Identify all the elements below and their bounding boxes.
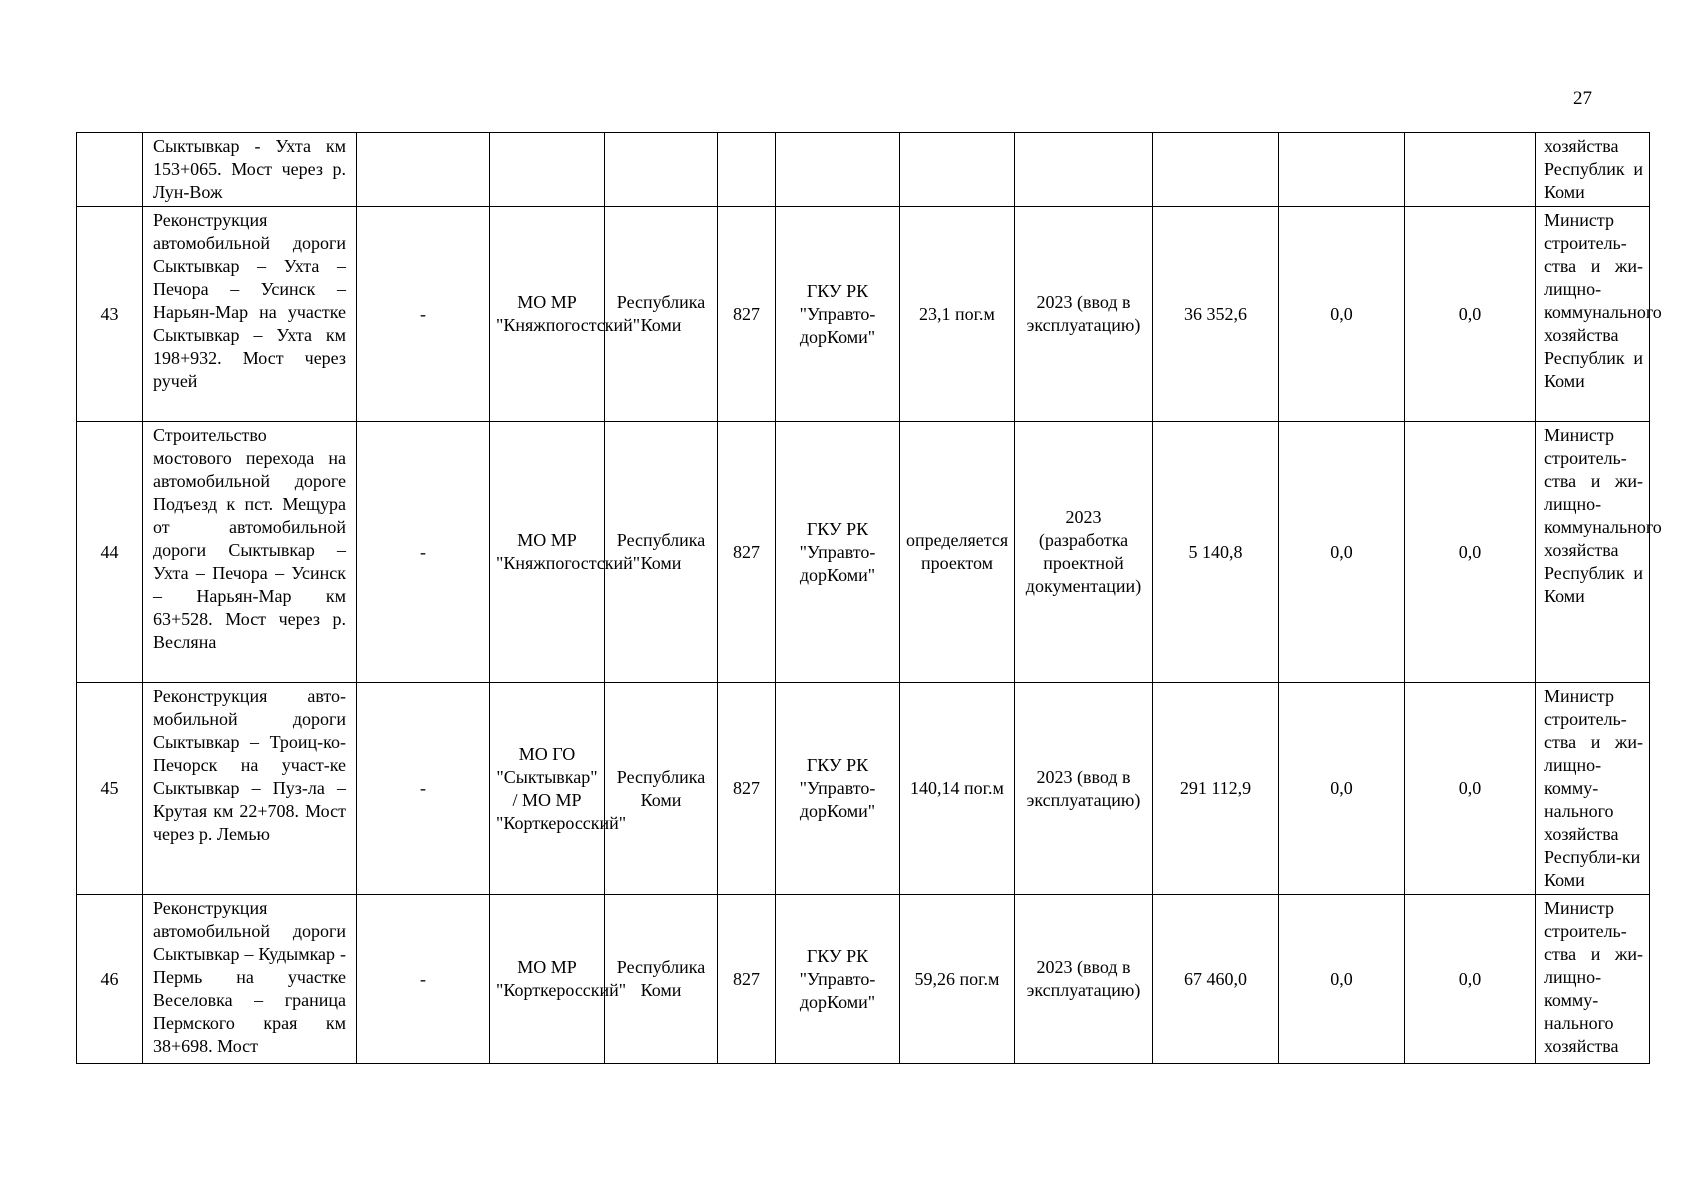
subject: Республика Коми [605, 683, 718, 895]
row-number: 44 [77, 422, 143, 683]
municipality: МО МР "Княжпогостский" [490, 422, 605, 683]
object-name: Сыктывкар - Ухта км 153+065. Мост через р. Лун-Вож [143, 133, 357, 207]
col-3-value: - [357, 207, 490, 422]
value-2: 0,0 [1405, 422, 1536, 683]
responsible: Министр строитель-ства и жи-лищно-коммунального хозяйства Республик и Коми [1536, 422, 1650, 683]
customer [776, 133, 900, 207]
col-3-value: - [357, 422, 490, 683]
col-3-value [357, 133, 490, 207]
capacity [900, 133, 1015, 207]
municipality: МО ГО "Сыктывкар" / МО МР "Корткеросский" [490, 683, 605, 895]
value-1: 0,0 [1279, 895, 1405, 1064]
term: 2023 (ввод в эксплуатацию) [1015, 207, 1153, 422]
sum: 36 352,6 [1153, 207, 1279, 422]
value-2: 0,0 [1405, 895, 1536, 1064]
value-2: 0,0 [1405, 207, 1536, 422]
table-row [77, 422, 1650, 683]
value-1: 0,0 [1279, 422, 1405, 683]
responsible: хозяйства Республик и Коми [1536, 133, 1650, 207]
capacity: 140,14 пог.м [900, 683, 1015, 895]
responsible: Министр строитель-ства и жи-лищно-коммунального хозяйства Республик и Коми [1536, 207, 1650, 422]
capacity: 23,1 пог.м [900, 207, 1015, 422]
municipality: МО МР "Корткеросский" [490, 895, 605, 1064]
capacity: 59,26 пог.м [900, 895, 1015, 1064]
object-name: Реконструкция автомобильной дороги Сыктывкар – Кудымкар - Пермь на участке Веселовка – граница Пермского края км 38+698. Мост [143, 895, 357, 1064]
capacity: определяется проектом [900, 422, 1015, 683]
row-number: 46 [77, 895, 143, 1064]
value-1: 0,0 [1279, 683, 1405, 895]
value-1 [1279, 133, 1405, 207]
term: 2023 (разработка проектной документации) [1015, 422, 1153, 683]
municipality: МО МР "Княжпогостский" [490, 207, 605, 422]
customer: ГКУ РК "Управто-дорКоми" [776, 683, 900, 895]
object-name: Строительство мостового перехода на автомобильной дороге Подъезд к пст. Мещура от автомобильной дороги Сыктывкар – Ухта – Печора – Усинск – Нарьян-Мар км 63+528. Мост через р. Весляна [143, 422, 357, 683]
subject: Республика Коми [605, 895, 718, 1064]
object-name: Реконструкция автомобильной дороги Сыктывкар – Ухта – Печора – Усинск – Нарьян-Мар на участке Сыктывкар – Ухта км 198+932. Мост через ручей [143, 207, 357, 422]
value-2 [1405, 133, 1536, 207]
value-2: 0,0 [1405, 683, 1536, 895]
table-row [77, 133, 1650, 207]
objects-table [76, 132, 1662, 1064]
responsible: Министр строитель-ства и жи-лищно-комму-нального хозяйства Республи-ки Коми [1536, 683, 1650, 895]
code: 827 [718, 895, 776, 1064]
municipality [490, 133, 605, 207]
object-name: Реконструкция авто-мобильной дороги Сыктывкар – Троиц-ко-Печорск на участ-ке Сыктывкар – Пуз-ла – Крутая км 22+708. Мост через р. Лемью [143, 683, 357, 895]
sum: 5 140,8 [1153, 422, 1279, 683]
subject [605, 133, 718, 207]
col-3-value: - [357, 683, 490, 895]
code: 827 [718, 207, 776, 422]
customer: ГКУ РК "Управто-дорКоми" [776, 422, 900, 683]
sum [1153, 133, 1279, 207]
subject: Республика Коми [605, 422, 718, 683]
sum: 291 112,9 [1153, 683, 1279, 895]
customer: ГКУ РК "Управто-дорКоми" [776, 207, 900, 422]
table-row [77, 895, 1650, 1064]
row-number: 43 [77, 207, 143, 422]
sum: 67 460,0 [1153, 895, 1279, 1064]
code [718, 133, 776, 207]
responsible: Министр строитель-ства и жи-лищно-комму-нального хозяйства [1536, 895, 1650, 1064]
col-3-value: - [357, 895, 490, 1064]
page-number: 27 [1573, 88, 1592, 109]
row-number [77, 133, 143, 207]
term: 2023 (ввод в эксплуатацию) [1015, 895, 1153, 1064]
term: 2023 (ввод в эксплуатацию) [1015, 683, 1153, 895]
value-1: 0,0 [1279, 207, 1405, 422]
subject: Республика Коми [605, 207, 718, 422]
customer: ГКУ РК "Управто-дорКоми" [776, 895, 900, 1064]
code: 827 [718, 683, 776, 895]
term [1015, 133, 1153, 207]
code: 827 [718, 422, 776, 683]
table-row [77, 683, 1650, 895]
table-row [77, 207, 1650, 422]
row-number: 45 [77, 683, 143, 895]
